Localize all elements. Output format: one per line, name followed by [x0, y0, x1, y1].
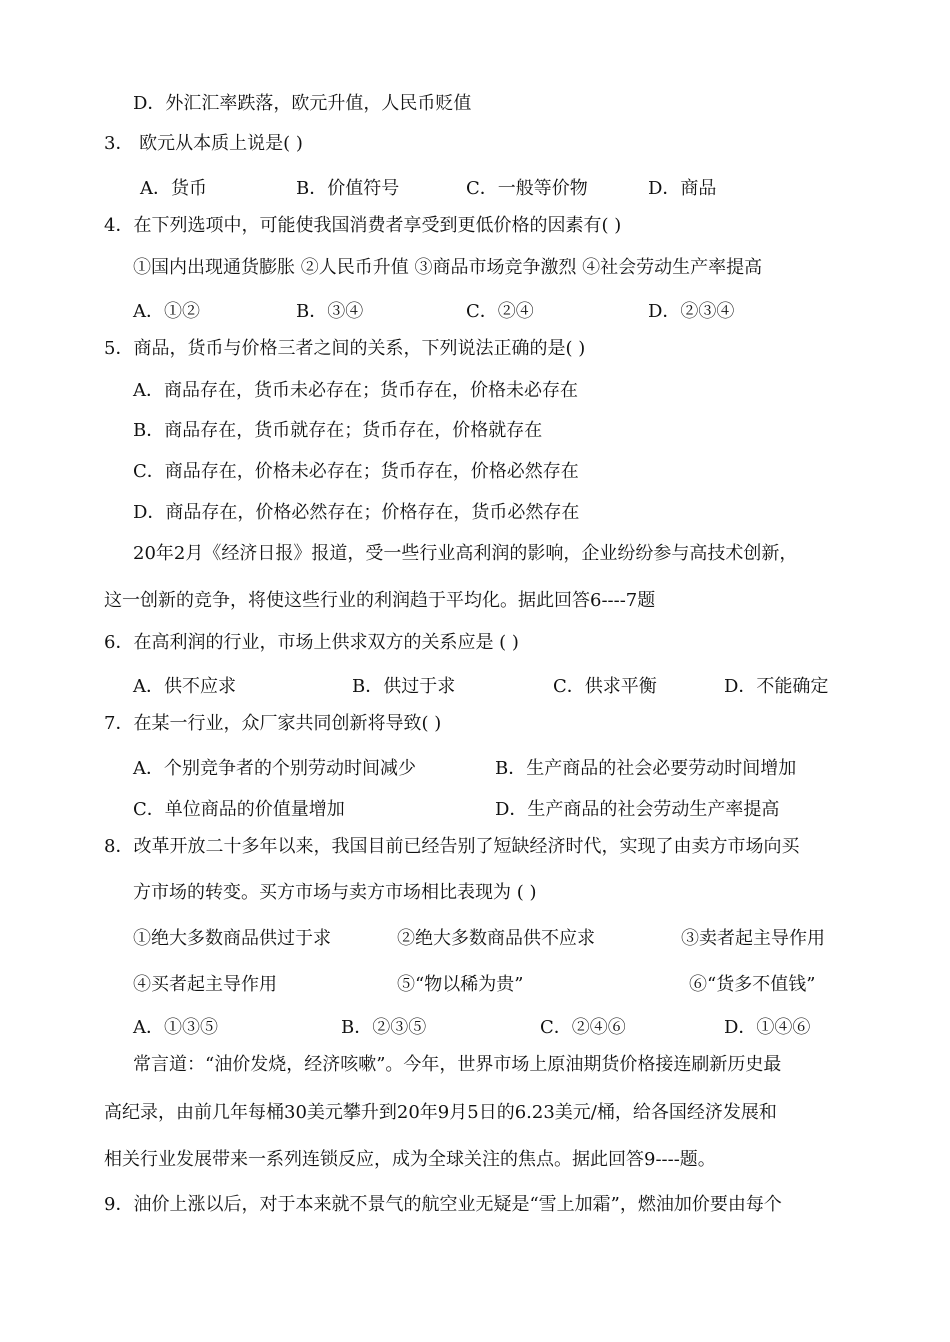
q3-option-b: B．价值符号 — [296, 178, 400, 199]
q3-option-c: C．一般等价物 — [466, 178, 588, 199]
q3-option-a: A．货币 — [140, 178, 207, 199]
passage-1-line-1: 20年2月《经济日报》报道，受一些行业高利润的影响，企业纷纷参与高技术创新， — [133, 543, 798, 564]
q6-option-a: A．供不应求 — [133, 676, 236, 697]
q2-option-d: D．外汇汇率跌落，欧元升值，人民币贬值 — [133, 93, 472, 114]
question-8-line-1: 8．改革开放二十多年以来，我国目前已经告别了短缺经济时代，实现了由卖方市场向买 — [104, 836, 800, 857]
q8-item-1: ①绝大多数商品供过于求 — [133, 928, 331, 949]
q8-item-5: ⑤“物以稀为贵” — [397, 974, 524, 995]
q4-option-a: A．①② — [133, 301, 200, 322]
passage-2-line-1: 常言道：“油价发烧，经济咳嗽”。今年，世界市场上原油期货价格接连刷新历史最 — [133, 1054, 782, 1075]
q4-items: ①国内出现通货膨胀 ②人民币升值 ③商品市场竞争激烈 ④社会劳动生产率提高 — [133, 257, 763, 278]
q7-option-b: B．生产商品的社会必要劳动时间增加 — [495, 758, 797, 779]
q5-option-a: A．商品存在，货币未必存在；货币存在，价格未必存在 — [133, 380, 578, 401]
question-8-line-2: 方市场的转变。买方市场与卖方市场相比表现为 ( ) — [133, 882, 537, 903]
q4-option-b: B．③④ — [296, 301, 364, 322]
passage-1-line-2: 这一创新的竞争，将使这些行业的利润趋于平均化。据此回答6----7题 — [104, 590, 656, 611]
q8-item-6: ⑥“货多不值钱” — [689, 974, 816, 995]
q7-option-c: C．单位商品的价值量增加 — [133, 799, 345, 820]
q4-option-c: C．②④ — [466, 301, 534, 322]
q8-item-4: ④买者起主导作用 — [133, 974, 277, 995]
q6-option-b: B．供过于求 — [352, 676, 456, 697]
question-5: 5．商品，货币与价格三者之间的关系，下列说法正确的是( ) — [104, 338, 586, 359]
q8-option-b: B．②③⑤ — [341, 1017, 427, 1038]
q5-option-c: C．商品存在，价格未必存在；货币存在，价格必然存在 — [133, 461, 579, 482]
question-6: 6．在高利润的行业，市场上供求双方的关系应是 ( ) — [104, 632, 519, 653]
q6-option-c: C．供求平衡 — [553, 676, 657, 697]
q8-item-3: ③卖者起主导作用 — [681, 928, 825, 949]
q7-option-a: A．个别竞争者的个别劳动时间减少 — [133, 758, 416, 779]
q7-option-d: D．生产商品的社会劳动生产率提高 — [495, 799, 780, 820]
q4-option-d: D．②③④ — [648, 301, 735, 322]
question-7: 7．在某一行业，众厂家共同创新将导致( ) — [104, 713, 442, 734]
q5-option-b: B．商品存在，货币就存在；货币存在，价格就存在 — [133, 420, 543, 441]
q3-option-d: D．商品 — [648, 178, 717, 199]
question-3: 3． 欧元从本质上说是( ) — [104, 133, 303, 154]
question-9: 9．油价上涨以后，对于本来就不景气的航空业无疑是“雪上加霜”，燃油加价要由每个 — [104, 1194, 782, 1215]
q8-option-a: A．①③⑤ — [133, 1017, 218, 1038]
q5-option-d: D．商品存在，价格必然存在；价格存在，货币必然存在 — [133, 502, 580, 523]
q8-option-c: C．②④⑥ — [540, 1017, 626, 1038]
q8-option-d: D．①④⑥ — [724, 1017, 811, 1038]
q6-option-d: D．不能确定 — [724, 676, 829, 697]
passage-2-line-3: 相关行业发展带来一系列连锁反应，成为全球关注的焦点。据此回答9----题。 — [104, 1149, 716, 1170]
q8-item-2: ②绝大多数商品供不应求 — [397, 928, 595, 949]
passage-2-line-2: 高纪录，由前几年每桶30美元攀升到20年9月5日的6.23美元/桶，给各国经济发展和 — [104, 1102, 777, 1123]
question-4: 4．在下列选项中，可能使我国消费者享受到更低价格的因素有( ) — [104, 215, 622, 236]
